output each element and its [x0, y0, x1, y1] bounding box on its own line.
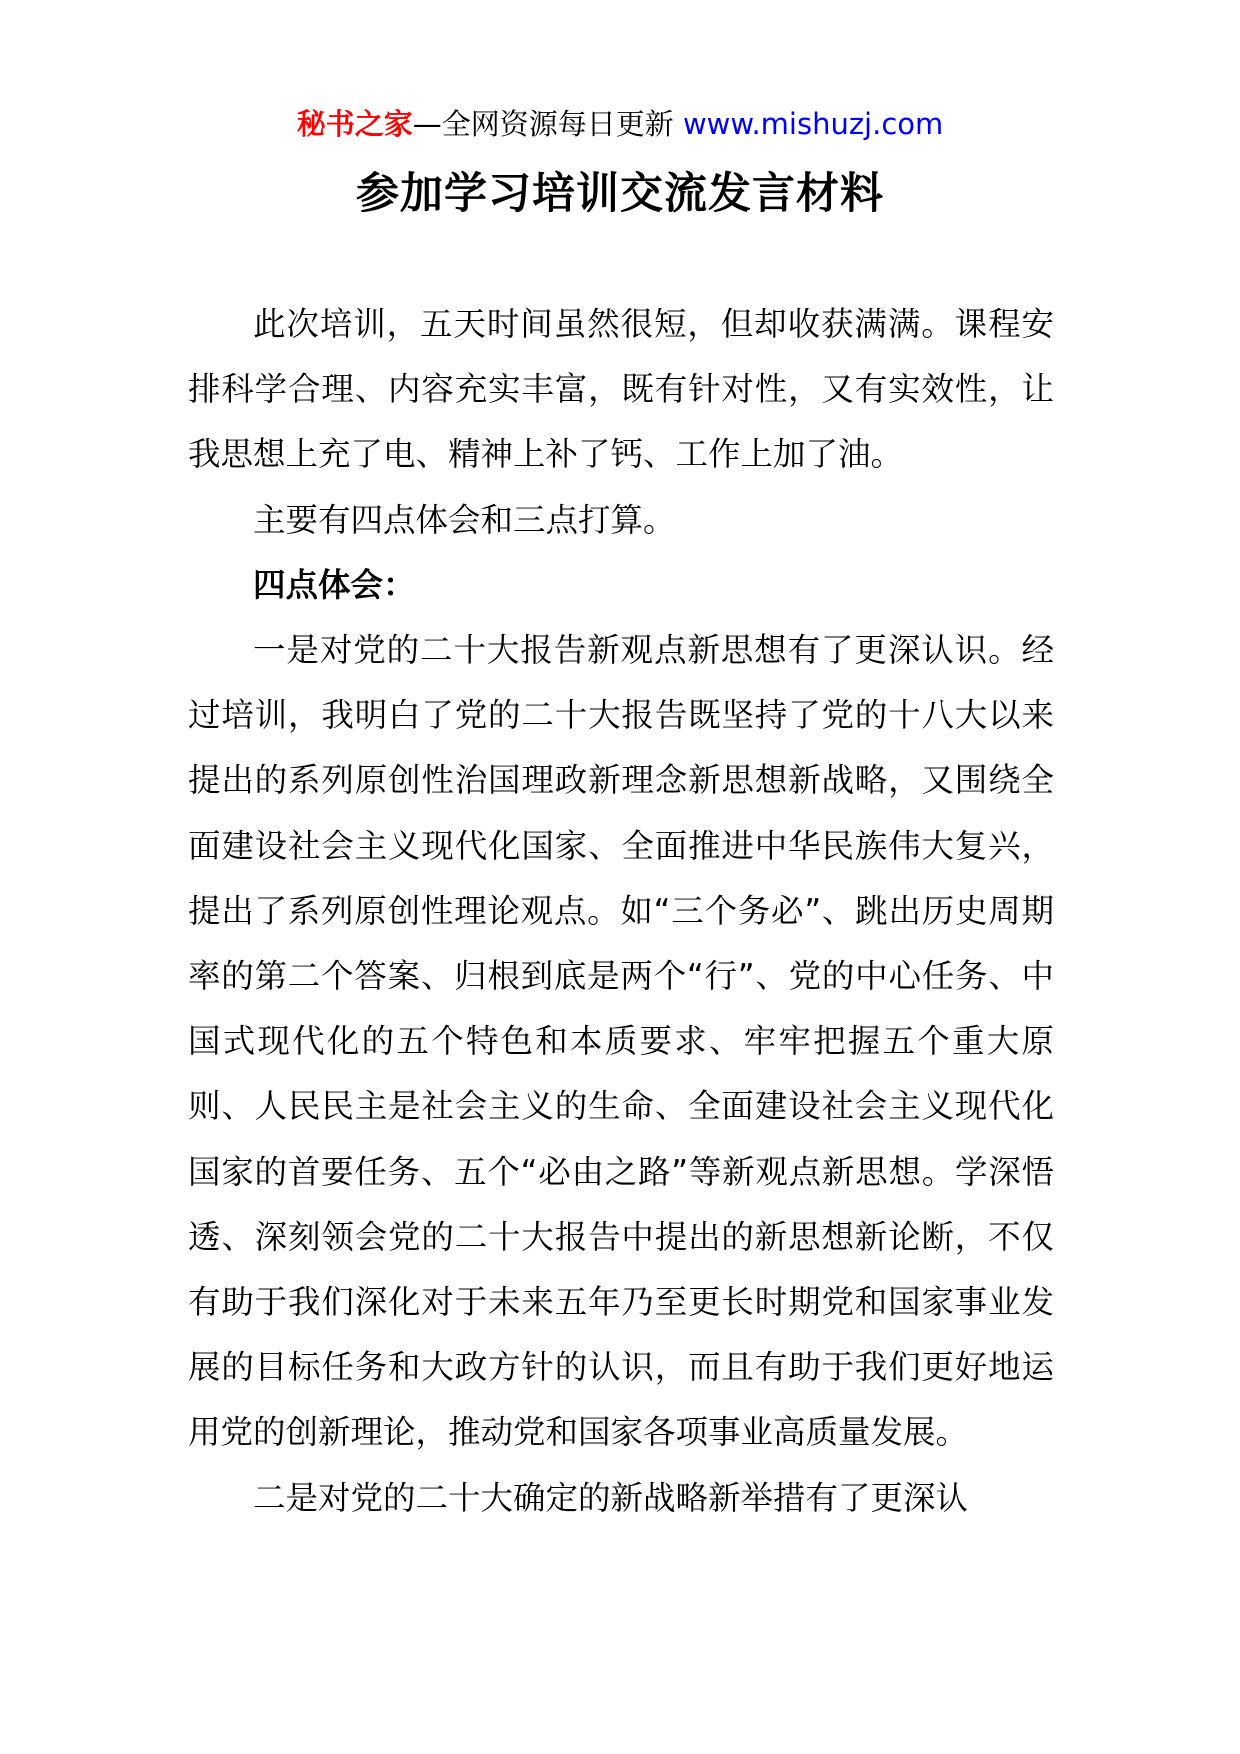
section-heading: 四点体会：: [253, 565, 416, 604]
paragraph-point-two: 二是对党的二十大确定的新战略新举措有了更深认: [253, 1478, 969, 1517]
header-slogan: —全网资源每日更新: [412, 107, 683, 141]
document-body: [188, 292, 1054, 1531]
brand-name: 秘书之家: [296, 107, 413, 141]
paragraph-point-one: 一是对党的二十大报告新观点新思想有了更深认识。经过培训，我明白了党的二十大报告既坚持了党的十八大以来提出的系列原创性治国理政新理念新思想新战略，又围绕全面建设社会主义现代化国家、全面推进中华民族伟大复兴，提出了系列原创性理论观点。如“三个务必”、跳出历史周期率的第二个答案、归根到底是两个“行”、党的中心任务、中国式现代化的五个特色和本质要求、牢牢把握五个重大原则、人民民主是社会主义的生命、全面建设社会主义现代化国家的首要任务、五个“必由之路”等新观点新思想。学深悟透、深刻领会党的二十大报告中提出的新思想新论断，不仅有助于我们深化对于未来五年乃至更长时期党和国家事业发展的目标任务和大政方针的认识，而且有助于我们更好地运用党的创新理论，推动党和国家各项事业高质量发展。: [188, 631, 1054, 1452]
paragraph-summary: 主要有四点体会和三点打算。: [253, 500, 676, 539]
paragraph-intro: 此次培训，五天时间虽然很短，但却收获满满。课程安排科学合理、内容充实丰富，既有针对性，又有实效性，让我思想上充了电、精神上补了钙、工作上加了油。: [188, 305, 1054, 474]
website-link[interactable]: www.mishuzj.com: [682, 107, 944, 141]
document-title: 参加学习培训交流发言材料: [356, 169, 884, 219]
page-header: [0, 104, 1240, 144]
